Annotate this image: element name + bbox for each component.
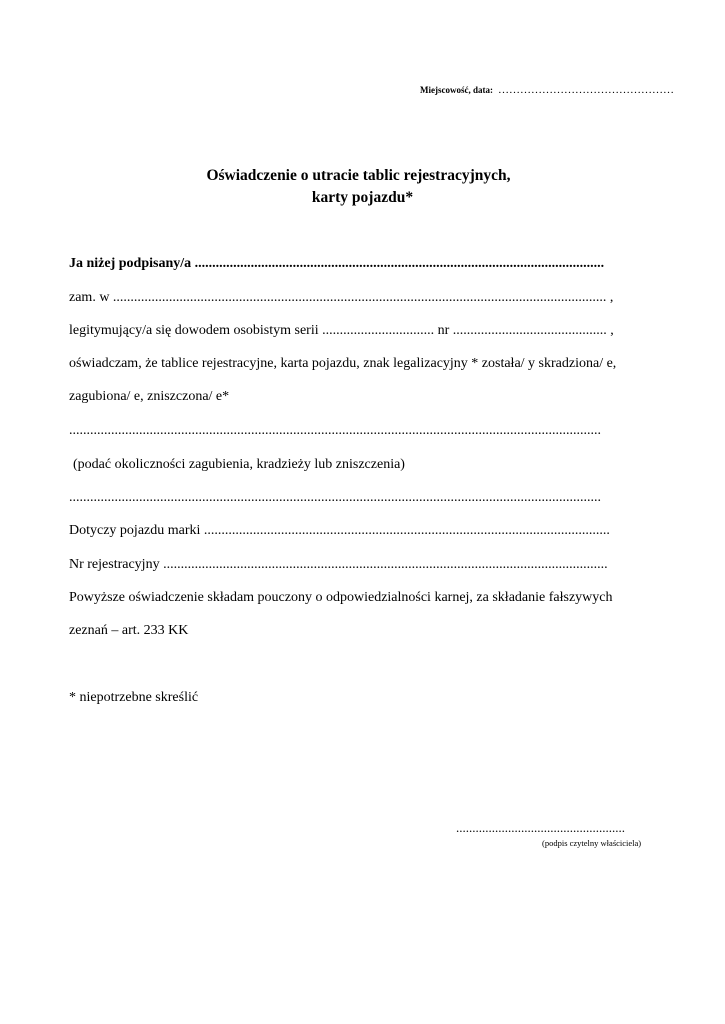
declaration-line: oświadczam, że tablice rejestracyjne, karta pojazdu, znak legalizacyjny * została/ y skradziona/ e, — [69, 356, 617, 371]
document-title — [0, 165, 725, 209]
liability-statement-continuation: zeznań – art. 233 KK — [69, 623, 189, 638]
liability-statement-line: Powyższe oświadczenie składam pouczony o odpowiedzialności karnej, za składanie fałszywych — [69, 590, 613, 605]
declaration-continuation-line: zagubiona/ e, zniszczona/ e* — [69, 389, 230, 404]
id-card-line: legitymujący/a się dowodem osobistym serii ................................ nr ............................................ , — [69, 323, 614, 338]
signature-line: .................................................... — [456, 820, 625, 835]
circumstances-blank-line-2: ........................................................................................................................................................ — [69, 490, 601, 505]
circumstances-caption: (podać okoliczności zagubienia, kradzieży lub zniszczenia) — [73, 457, 405, 472]
place-date-label: Miejscowość, data: — [420, 85, 493, 95]
place-date-dots: ………………………………………… — [497, 84, 674, 96]
registration-number-line: Nr rejestracyjny ............................................................................................................................... — [69, 557, 608, 572]
place-date-field — [420, 84, 674, 96]
declarant-name-line: Ja niżej podpisany/a ..................................................................................................................... — [69, 256, 605, 271]
residence-line: zam. w ............................................................................................................................................. , — [69, 290, 614, 305]
signature-caption: (podpis czytelny właściciela) — [542, 838, 642, 848]
footnote: * niepotrzebne skreślić — [69, 690, 199, 705]
title-line-1: Oświadczenie o utracie tablic rejestracyjnych, — [206, 167, 511, 184]
title-line-2: karty pojazdu* — [311, 189, 414, 206]
vehicle-make-line: Dotyczy pojazdu marki .................................................................................................................... — [69, 523, 610, 538]
circumstances-blank-line-1: ........................................................................................................................................................ — [69, 423, 601, 438]
